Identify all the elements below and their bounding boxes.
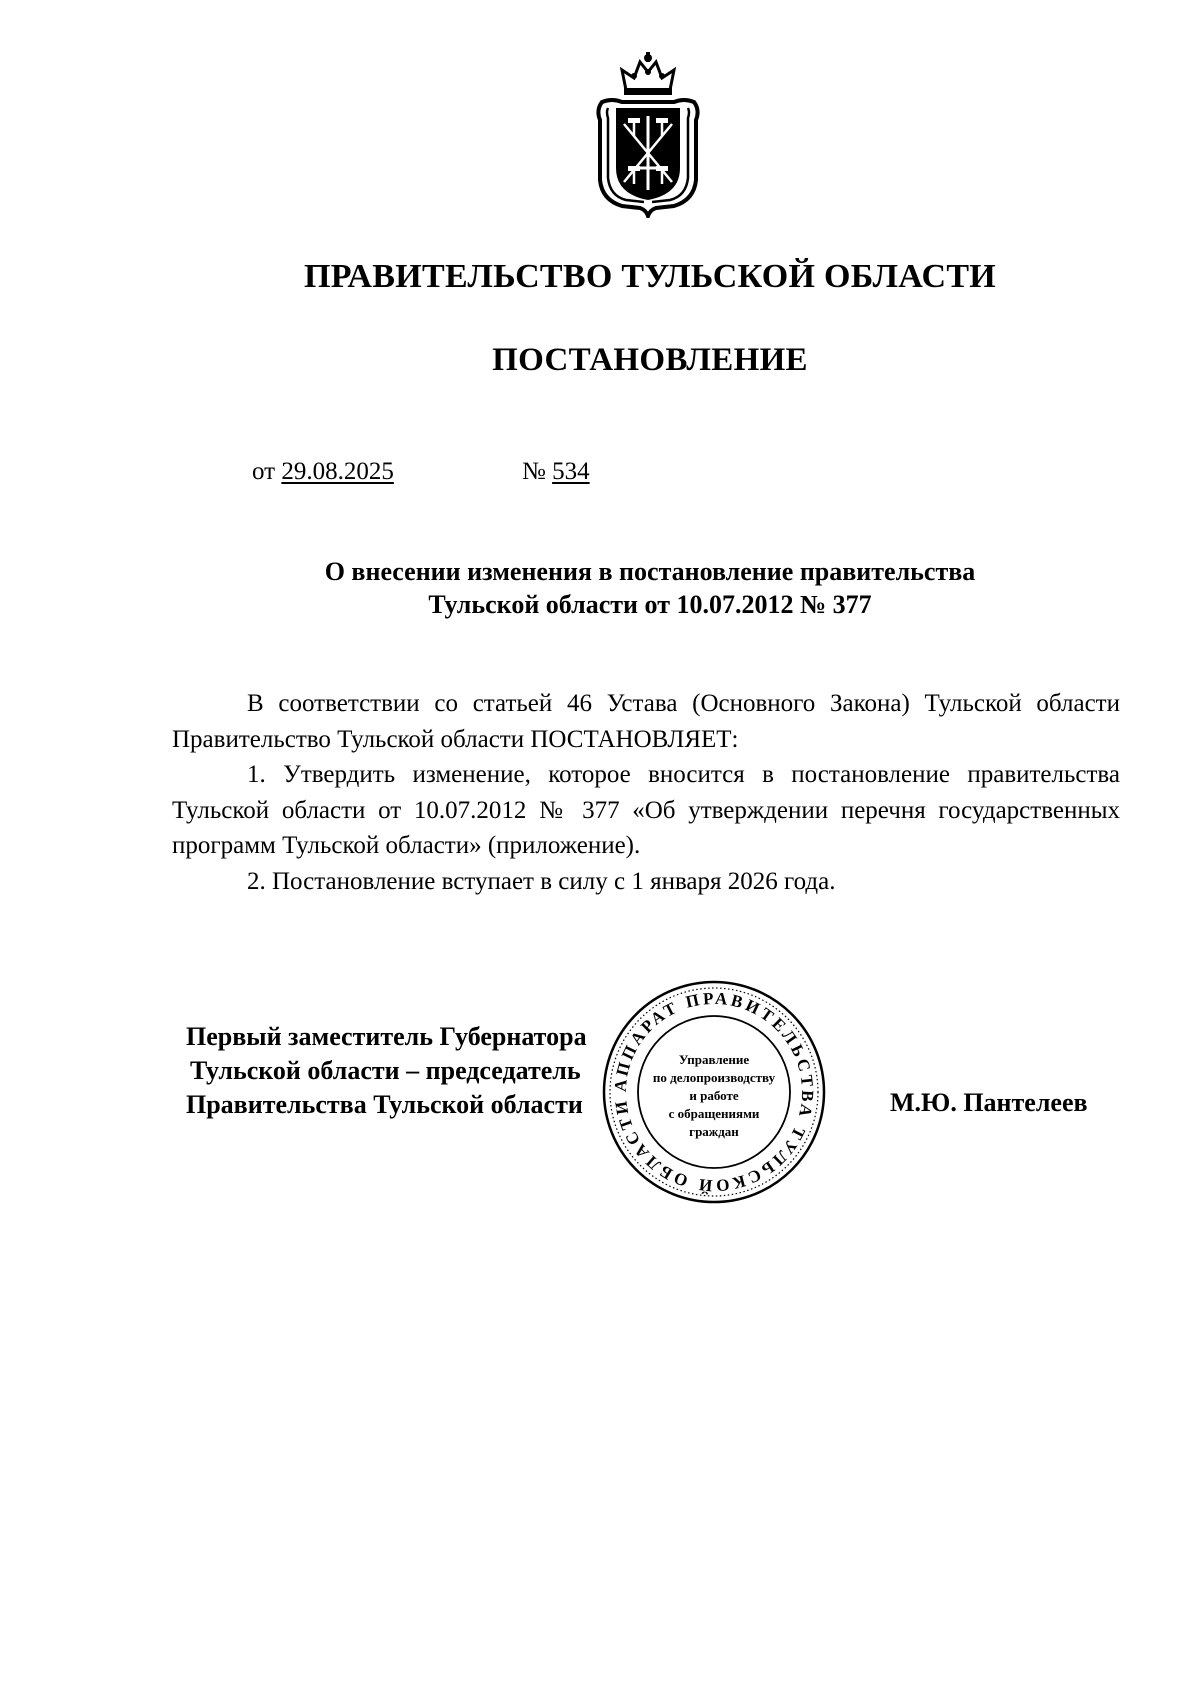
document-subject [0, 555, 1200, 621]
document-number: 534 [552, 458, 590, 485]
signatory-title [186, 1020, 587, 1122]
date-prefix: от [252, 458, 276, 485]
official-stamp [600, 978, 828, 1206]
organization-title: ПРАВИТЕЛЬСТВО ТУЛЬСКОЙ ОБЛАСТИ [303, 258, 997, 295]
stamp-center-line-1: Управление [678, 1052, 750, 1067]
subject-line-1: О внесении изменения в постановление правительства [324, 557, 976, 586]
stamp-center-line-3: и работе [689, 1088, 739, 1103]
signatory-title-line-1: Первый заместитель Губернатора [186, 1022, 587, 1051]
subject-line-2: Тульской области от 10.07.2012 № 377 [428, 590, 872, 619]
number-prefix: № [522, 458, 546, 485]
body-paragraph-item-1: 1. Утвердить изменение, которое вносится в постановление правительства Тульской области от 10.07.2012 № 377 «Об утверждении перечня государственных программ Тульской области» (приложение). [172, 761, 1120, 859]
document-type-title: ПОСТАНОВЛЕНИЕ [492, 342, 808, 378]
document-date-line [252, 458, 394, 486]
document-body [172, 686, 1120, 899]
coat-of-arms-emblem [588, 50, 708, 218]
shield-icon [616, 108, 680, 200]
body-paragraph-preamble: В соответствии со статьей 46 Устава (Основного Закона) Тульской области Правительство Тульской области ПОСТАНОВЛЯЕТ: [172, 690, 1120, 753]
signatory-title-line-2: Тульской области – председатель [190, 1056, 581, 1085]
stamp-center-line-4: с обращениями [668, 1106, 760, 1121]
stamp-center-line-2: по делопроизводству [652, 1070, 776, 1085]
body-paragraph-item-2: 2. Постановление вступает в силу с 1 января 2026 года. [247, 867, 836, 895]
crown-icon [622, 52, 674, 95]
document-date: 29.08.2025 [281, 458, 394, 485]
signatory-name: М.Ю. Пантелеев [890, 1088, 1088, 1117]
stamp-ring-text: АППАРАТ ПРАВИТЕЛЬСТВА ТУЛЬСКОЙ ОБЛАСТИ [610, 988, 818, 1196]
document-number-line [522, 458, 590, 486]
stamp-center-line-5: граждан [689, 1124, 739, 1139]
signatory-title-line-3: Правительства Тульской области [186, 1090, 583, 1119]
